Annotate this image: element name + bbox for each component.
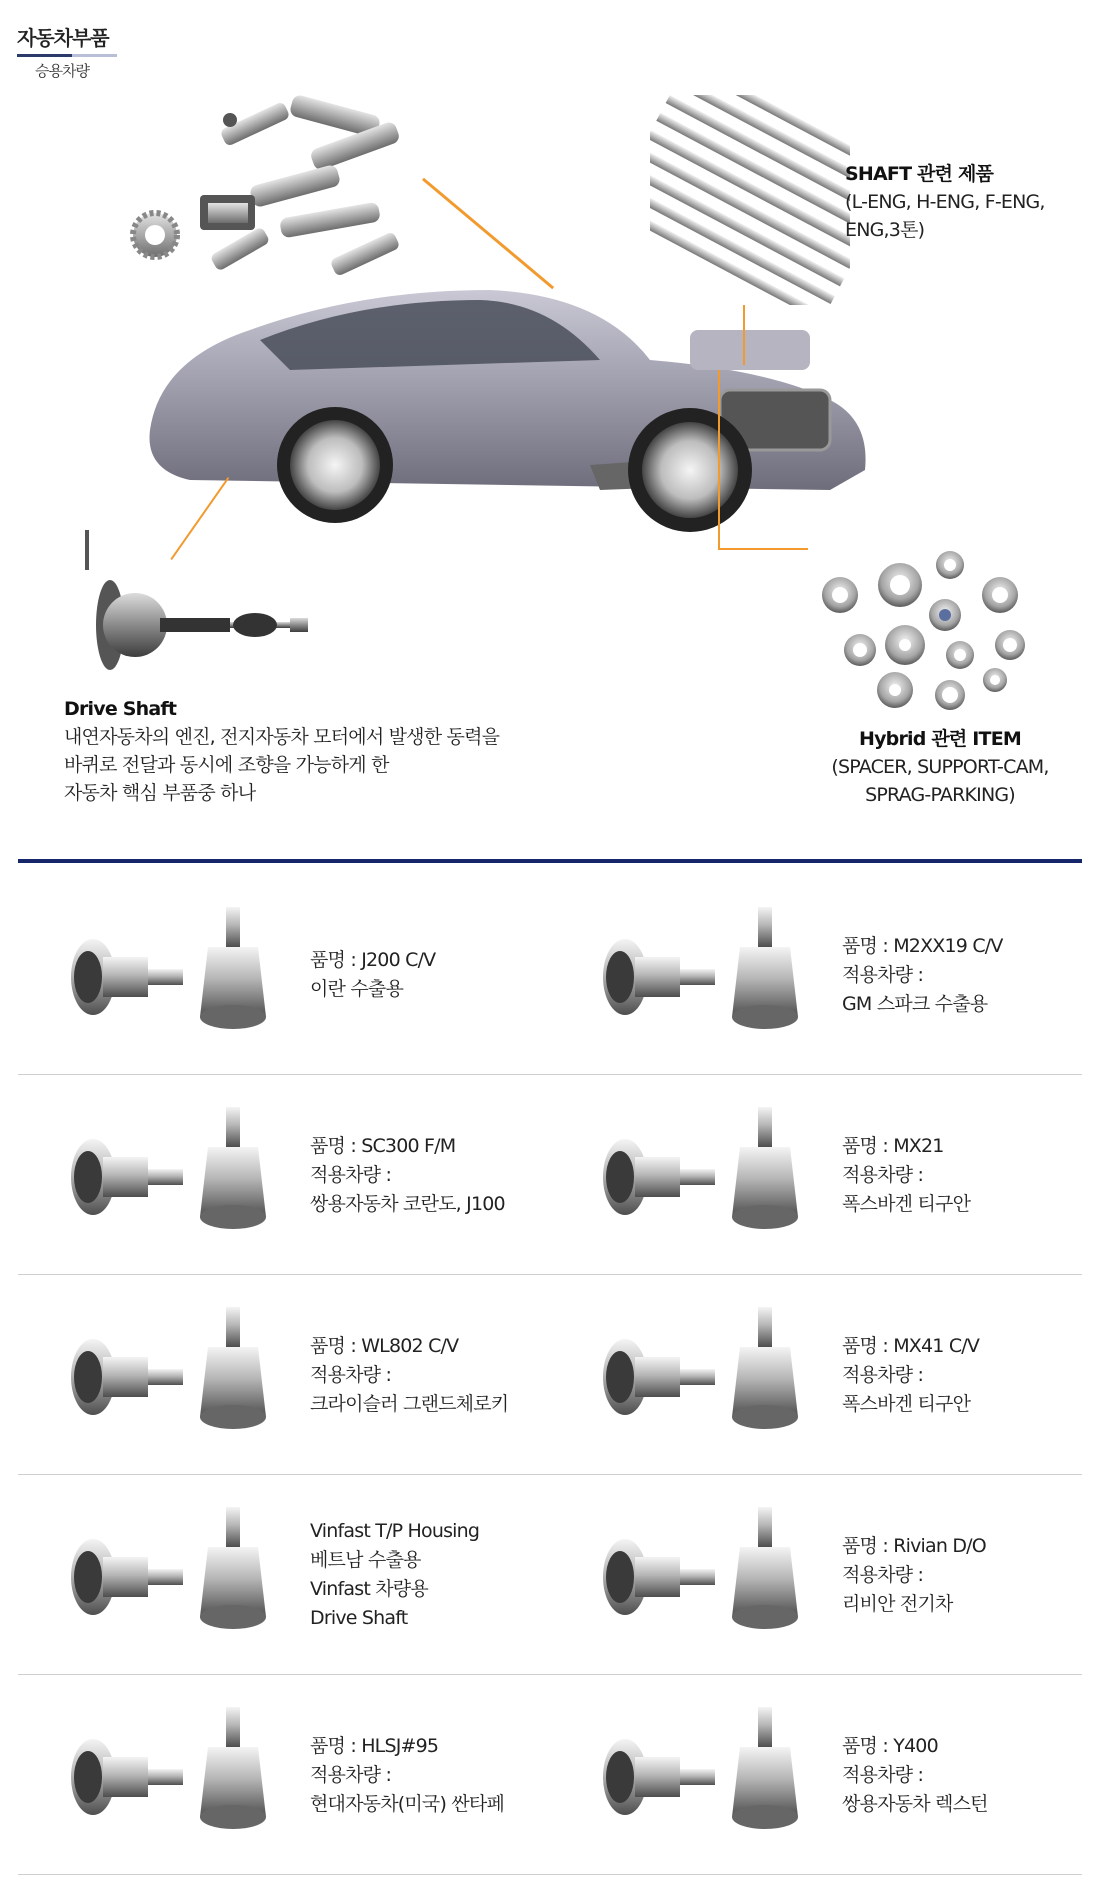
product-info-line: 품명 : WL802 C/V xyxy=(310,1334,459,1357)
product-item xyxy=(550,1675,1082,1875)
product-info-line: 적용차량 : xyxy=(842,1763,924,1786)
product-item xyxy=(18,875,550,1075)
product-info-line: 폭스바겐 티구안 xyxy=(842,1192,971,1215)
hybrid-parts-image xyxy=(800,545,1040,715)
product-info-line: 쌍용자동차 코란도, J100 xyxy=(310,1192,505,1215)
product-item xyxy=(550,1075,1082,1275)
product-image xyxy=(580,1097,820,1257)
hybrid-line-1: (SPACER, SUPPORT-CAM, xyxy=(831,756,1049,778)
product-item xyxy=(550,1475,1082,1675)
drive-shaft-title: Drive Shaft xyxy=(64,698,177,720)
shaft-line-2: ENG,3톤) xyxy=(845,219,925,241)
product-info-line: 적용차량 : xyxy=(310,1763,392,1786)
shaft-line-1: (L-ENG, H-ENG, F-ENG, xyxy=(845,191,1045,213)
drive-shaft-line-3: 자동차 핵심 부품중 하나 xyxy=(64,782,256,804)
product-info-line: 적용차량 : xyxy=(842,1563,924,1586)
product-info-line: Drive Shaft xyxy=(310,1607,408,1629)
product-info-line: 적용차량 : xyxy=(842,963,924,986)
category-underline xyxy=(17,54,117,57)
product-image xyxy=(48,1097,288,1257)
drive-shaft-image xyxy=(85,530,315,680)
product-info-line: 리비안 전기차 xyxy=(842,1592,953,1615)
product-row xyxy=(18,1475,1082,1675)
product-info-line: 품명 : Rivian D/O xyxy=(842,1534,986,1557)
product-info-line: 현대자동차(미국) 싼타페 xyxy=(310,1792,505,1815)
product-info-line: 품명 : HLSJ#95 xyxy=(310,1734,439,1757)
product-image xyxy=(48,1297,288,1457)
product-info-line: 이란 수출용 xyxy=(310,978,404,1000)
product-info-line: 적용차량 : xyxy=(310,1363,392,1386)
pointer-line-hybrid-v xyxy=(718,370,720,550)
category-tag xyxy=(17,26,109,80)
product-info-line: GM 스파크 수출용 xyxy=(842,992,988,1015)
category-title: 자동차부품 xyxy=(17,26,109,50)
subcategory-title: 승용차량 xyxy=(35,62,89,80)
lever-parts-image xyxy=(130,85,430,285)
hybrid-title: Hybrid 관련 ITEM xyxy=(858,728,1022,750)
product-info-line: 품명 : M2XX19 C/V xyxy=(842,934,1003,957)
hybrid-line-2: SPRAG-PARKING) xyxy=(865,784,1015,806)
product-info xyxy=(842,932,1003,1019)
product-item xyxy=(18,1675,550,1875)
product-info xyxy=(310,1332,508,1419)
product-info-line: 적용차량 : xyxy=(310,1163,392,1186)
product-info-line: 품명 : MX41 C/V xyxy=(842,1334,980,1357)
hybrid-callout xyxy=(800,725,1080,809)
pointer-line-shaft xyxy=(743,305,745,365)
product-info-line: 품명 : J200 C/V xyxy=(310,949,436,971)
pointer-line-hybrid-h xyxy=(718,548,808,550)
row-divider xyxy=(18,1874,1082,1875)
product-info-line: 품명 : Y400 xyxy=(842,1734,938,1757)
product-image xyxy=(48,897,288,1057)
product-image xyxy=(580,897,820,1057)
section-divider xyxy=(18,859,1082,863)
drive-shaft-line-2: 바퀴로 전달과 동시에 조향을 가능하게 한 xyxy=(64,754,389,776)
product-info-line: 품명 : SC300 F/M xyxy=(310,1134,456,1157)
product-row xyxy=(18,1675,1082,1875)
product-info xyxy=(842,1132,970,1219)
product-image xyxy=(580,1497,820,1657)
product-row xyxy=(18,1275,1082,1475)
product-info-line: 폭스바겐 티구안 xyxy=(842,1392,971,1415)
drive-shaft-line-1: 내연자동차의 엔진, 전지자동차 모터에서 발생한 동력을 xyxy=(64,726,500,748)
product-info xyxy=(842,1732,988,1819)
product-info-line: 베트남 수출용 xyxy=(310,1549,421,1571)
product-info xyxy=(310,1132,505,1219)
shaft-title: SHAFT 관련 제품 xyxy=(845,163,994,185)
product-image xyxy=(48,1697,288,1857)
product-item xyxy=(550,875,1082,1075)
product-row xyxy=(18,875,1082,1075)
product-info-line: Vinfast 차량용 xyxy=(310,1578,428,1600)
product-info xyxy=(842,1532,986,1619)
product-item xyxy=(18,1275,550,1475)
product-item xyxy=(18,1075,550,1275)
car-image xyxy=(130,270,890,550)
product-info-line: 쌍용자동차 렉스턴 xyxy=(842,1792,988,1815)
product-info-line: Vinfast T/P Housing xyxy=(310,1520,480,1542)
product-info-line: 적용차량 : xyxy=(842,1163,924,1186)
product-image xyxy=(580,1297,820,1457)
product-image xyxy=(580,1697,820,1857)
shaft-callout xyxy=(845,160,1075,244)
product-row xyxy=(18,1075,1082,1275)
product-info-line: 적용차량 : xyxy=(842,1363,924,1386)
drive-shaft-callout xyxy=(64,695,664,807)
product-info xyxy=(310,946,435,1004)
product-item xyxy=(550,1275,1082,1475)
product-info-line: 크라이슬러 그랜드체로키 xyxy=(310,1392,509,1415)
product-info xyxy=(842,1332,979,1419)
product-info xyxy=(310,1517,479,1633)
product-info xyxy=(310,1732,504,1819)
product-image xyxy=(48,1497,288,1657)
product-info-line: 품명 : MX21 xyxy=(842,1134,944,1157)
product-item xyxy=(18,1475,550,1675)
